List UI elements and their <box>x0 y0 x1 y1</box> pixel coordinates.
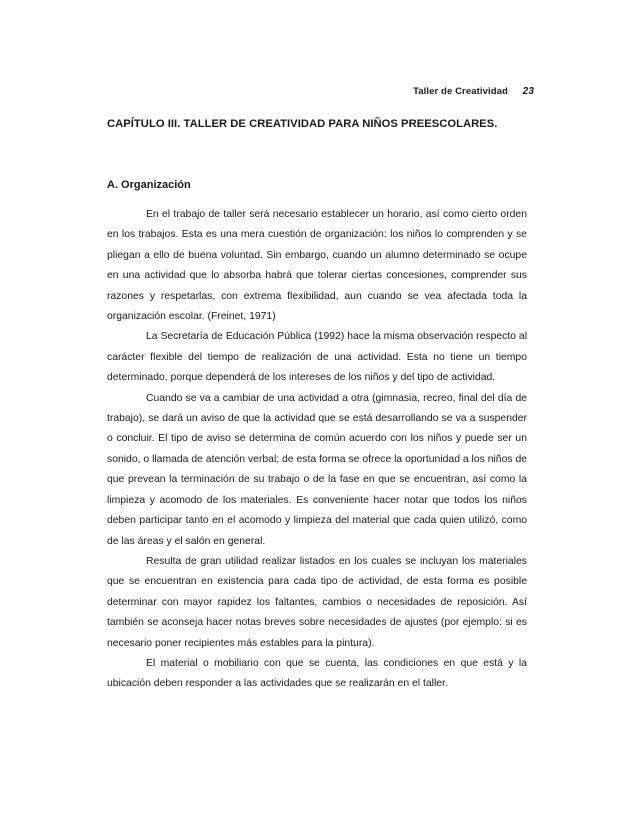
paragraph: Cuando se va a cambiar de una actividad a otra (gimnasia, recreo, final del día de trabajo), se dará un aviso de que la actividad que se está desarrollando se va a suspender o concluir. El tipo de aviso se determina de común acuerdo con los niños y puede ser un sonido, o llamada de atención verbal; de esta forma se ofrece la oportunidad a los niños de que prevean la terminación de su trabajo o de la fase en que se encuentran, así como la limpieza y acomodo de los materiales. Es conveniente hacer notar que todos los niños deben participar tanto en el acomodo y limpieza del material que cada quien utilizó, como de las áreas y el salón en general. <box>107 392 527 547</box>
paragraph: En el trabajo de taller será necesario establecer un horario, así como cierto orden en los trabajos. Esta es una mera cuestión de organización: los niños lo comprenden y se pliegan a ello de buena voluntad. Sin embargo, cuando un alumno determinado se ocupe en una actividad que lo absorba habrá que tolerar ciertas concesiones, comprender sus razones y respetarlas, con extrema flexibilidad, aun cuando se vea afectada toda la organización escolar. (Freinet, 1971) <box>107 209 527 323</box>
section-heading: A. Organización <box>107 179 191 191</box>
paragraph: Resulta de gran utilidad realizar listados en los cuales se incluyan los materiales que se encuentran en existencia para cada tipo de actividad, de esta forma es posible determinar con mayor rapidez los faltantes, cambios o necesidades de reposición. Así también se aconseja hacer notas breves sobre necesidades de ajustes (por ejemplo: si es necesario poner recipientes más estables para la pintura). <box>107 555 527 649</box>
page-number: 23 <box>522 86 534 97</box>
paragraph: La Secretaría de Educación Pública (1992) hace la misma observación respecto al carácter flexible del tiempo de realización de una actividad. Esta no tiene un tiempo determinado, porque dependerá de los intereses de los niños y del tipo de actividad. <box>107 331 527 384</box>
body-text <box>107 205 527 695</box>
running-header <box>413 86 534 97</box>
paragraph: El material o mobiliario con que se cuenta, las condiciones en que está y la ubicación deben responder a las actividades que se realizarán en el taller. <box>107 657 527 690</box>
chapter-title: CAPÍTULO III. TALLER DE CREATIVIDAD PARA NIÑOS PREESCOLARES. <box>107 118 498 130</box>
running-title: Taller de Creatividad <box>413 86 508 97</box>
